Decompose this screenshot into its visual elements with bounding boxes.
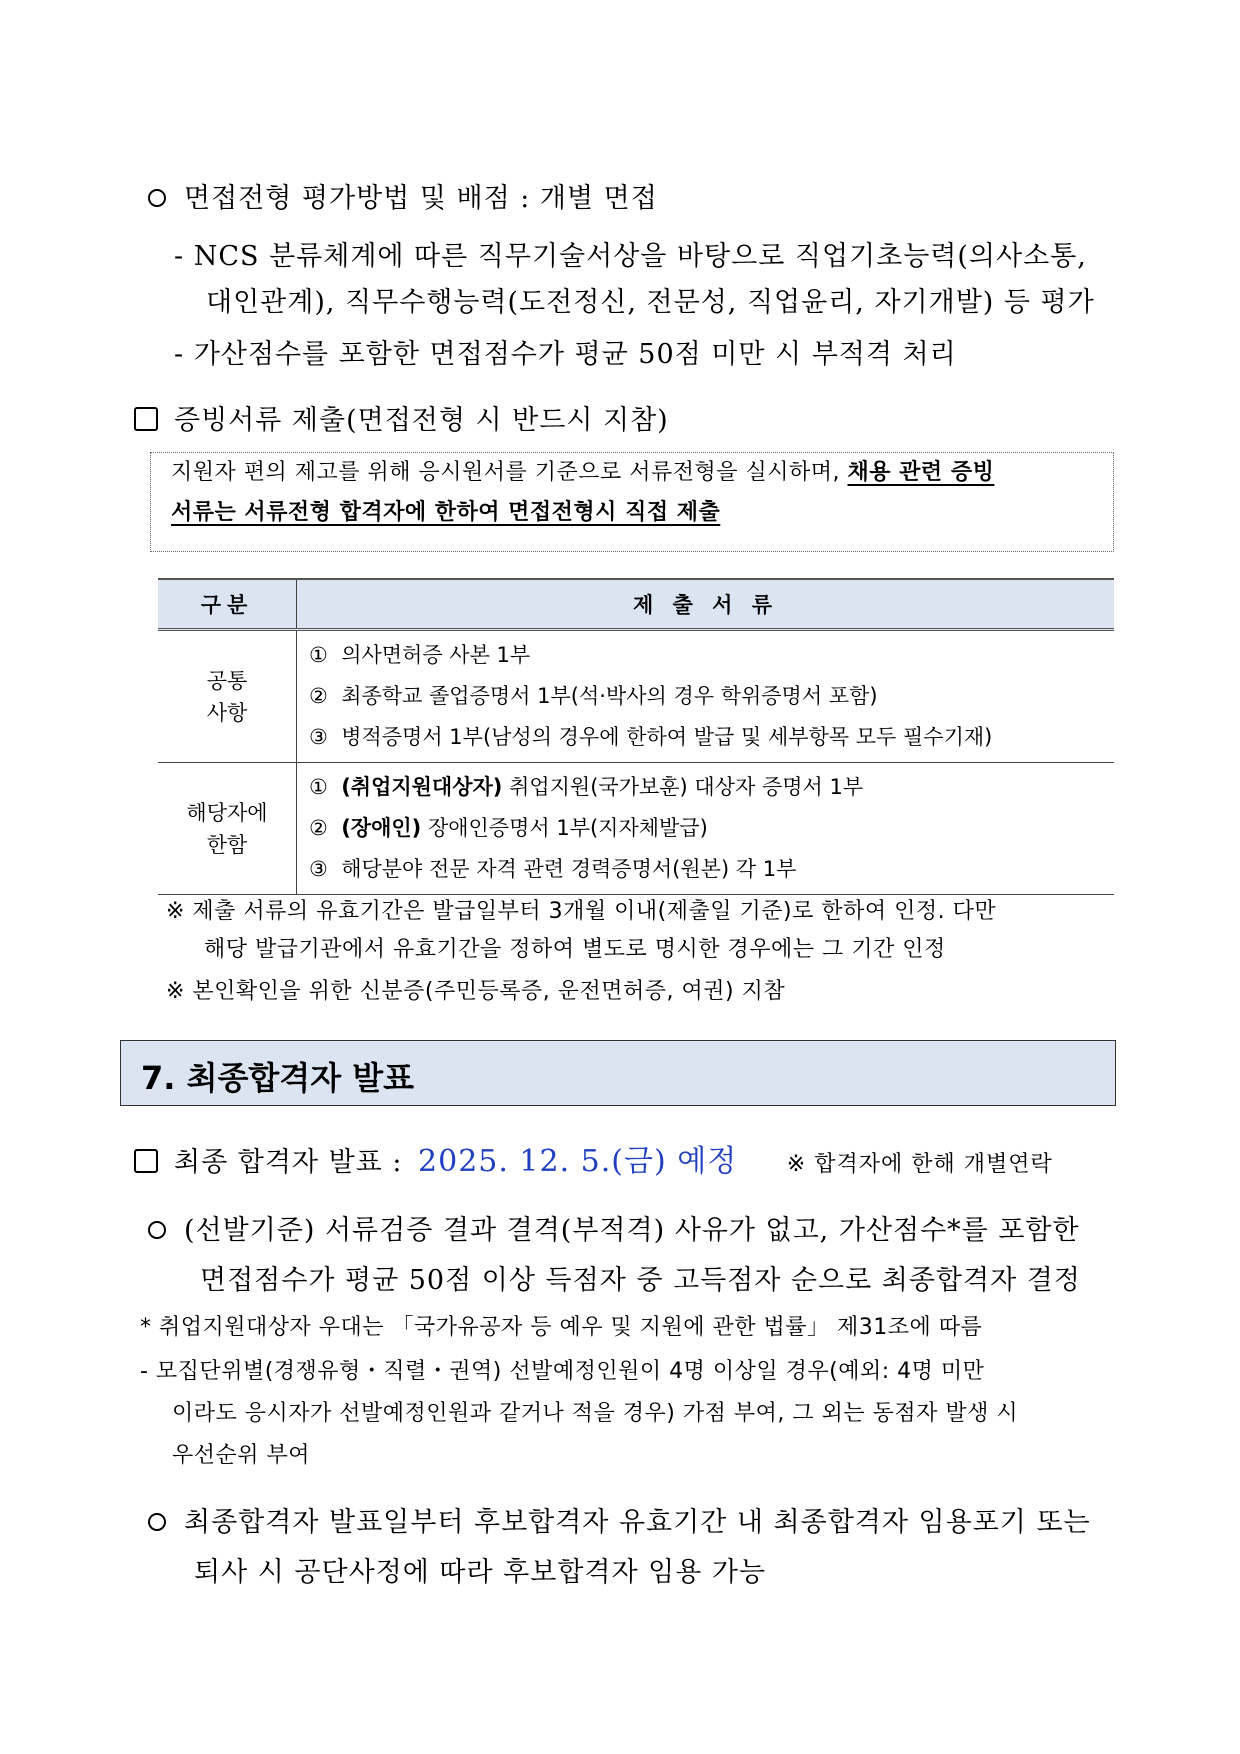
note-2: ※ 본인확인을 위한 신분증(주민등록증, 운전면허증, 여권) 지참: [166, 979, 786, 1004]
notice-line-2: 서류는 서류전형 합격자에 한하여 면접전형시 직접 제출: [171, 500, 721, 525]
note-1-line-1: ※ 제출 서류의 유효기간은 발급일부터 3개월 이내(제출일 기준)로 한하여 인정. 다만: [166, 899, 997, 924]
notice-line-1: 지원자 편의 제고를 위해 응시원서를 기준으로 서류전형을 실시하며, 채용 관련 증빙: [171, 460, 995, 485]
header-category: 구분: [158, 579, 297, 630]
announce-date: 2025. 12. 5.(금) 예정: [418, 1144, 738, 1179]
interview-item-2: - 가산점수를 포함한 면접점수가 평균 50점 미만 시 부적격 처리: [174, 339, 957, 370]
list-item: ③ 병적증명서 1부(남성의 경우에 한하여 발급 및 세부항목 모두 필수기재): [309, 725, 993, 749]
criteria-line-1: (선발기준) 서류검증 결과 결격(부적격) 사유가 없고, 가산점수*를 포함한: [148, 1208, 1080, 1247]
square-bullet-icon: [134, 407, 158, 431]
reserve-line-2: 퇴사 시 공단사정에 따라 후보합격자 임용 가능: [194, 1557, 767, 1588]
row-items-common: [297, 630, 1115, 763]
documents-table: [158, 578, 1114, 895]
announce-note: ※ 합격자에 한해 개별연락: [786, 1152, 1053, 1177]
dash-line-2: 이라도 응시자가 선발예정인원과 같거나 적을 경우) 가점 부여, 그 외는 동점자 발생 시: [172, 1401, 1019, 1426]
list-item: ③ 해당분야 전문 자격 관련 경력증명서(원본) 각 1부: [309, 857, 797, 881]
circle-bullet-icon: [148, 1513, 166, 1531]
section-7-title: 7. 최종합격자 발표: [141, 1059, 415, 1097]
table-header-row: [158, 579, 1114, 630]
note-1-line-2: 해당 발급기관에서 유효기간을 정하여 별도로 명시한 경우에는 그 기간 인정: [204, 937, 946, 962]
footnote: * 취업지원대상자 우대는 「국가유공자 등 예우 및 지원에 관한 법률」 제31조에 따름: [140, 1315, 983, 1340]
documents-notice-box: [150, 452, 1114, 552]
row-category-common: 공통 사항: [158, 630, 297, 763]
table-row: [158, 763, 1114, 895]
list-item: ① (취업지원대상자) 취업지원(국가보훈) 대상자 증명서 1부: [309, 775, 864, 799]
header-documents: 제 출 서 류: [297, 579, 1115, 630]
announce-line: 최종 합격자 발표 : 2025. 12. 5.(금) 예정 ※ 합격자에 한해 개별연락: [134, 1136, 1053, 1180]
list-item: ① 의사면허증 사본 1부: [309, 643, 531, 667]
row-items-applicable: [297, 763, 1115, 895]
square-bullet-icon: [134, 1149, 158, 1173]
documents-heading: 증빙서류 제출(면접전형 시 반드시 지참): [134, 398, 669, 437]
row-category-applicable: 해당자에 한함: [158, 763, 297, 895]
interview-method-heading: 면접전형 평가방법 및 배점 : 개별 면접: [148, 176, 658, 215]
section-7-header: [120, 1040, 1116, 1106]
interview-item-1-line-1: - NCS 분류체계에 따른 직무기술서상을 바탕으로 직업기초능력(의사소통,: [174, 241, 1087, 272]
interview-item-1-line-2: 대인관계), 직무수행능력(도전정신, 전문성, 직업윤리, 자기개발) 등 평가: [206, 287, 1095, 318]
dash-line-1: - 모집단위별(경쟁유형・직렬・권역) 선발예정인원이 4명 이상일 경우(예외: 4명 미만: [140, 1359, 985, 1384]
circle-bullet-icon: [148, 189, 166, 207]
list-item: ② 최종학교 졸업증명서 1부(석·박사의 경우 학위증명서 포함): [309, 684, 878, 708]
circle-bullet-icon: [148, 1221, 166, 1239]
dash-line-3: 우선순위 부여: [172, 1443, 311, 1468]
criteria-line-2: 면접점수가 평균 50점 이상 득점자 중 고득점자 순으로 최종합격자 결정: [200, 1265, 1081, 1296]
table-row: [158, 630, 1114, 763]
list-item: ② (장애인) 장애인증명서 1부(지자체발급): [309, 816, 708, 840]
reserve-line-1: 최종합격자 발표일부터 후보합격자 유효기간 내 최종합격자 임용포기 또는: [148, 1500, 1091, 1539]
